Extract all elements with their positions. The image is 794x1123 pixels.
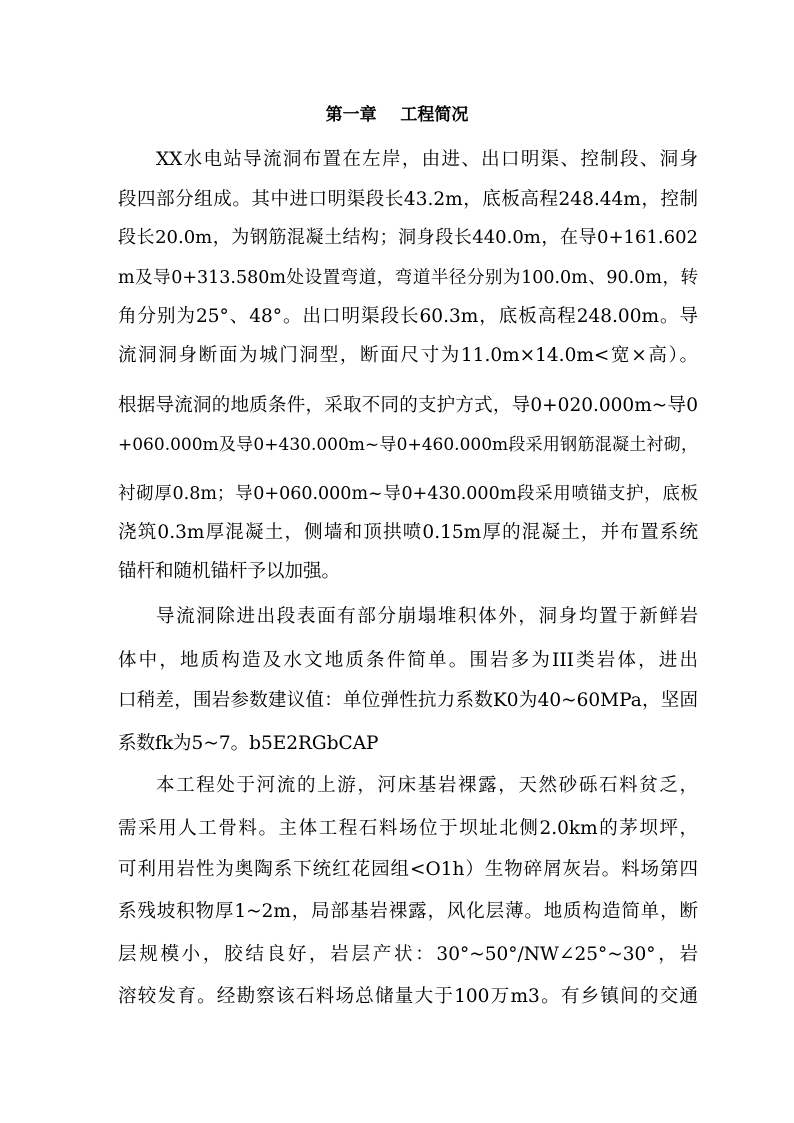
paragraph-line: 段四部分组成。其中进口明渠段长43.2m，底板高程248.44m，控制 [118,189,698,210]
paragraph-line: XX水电站导流洞布置在左岸，由进、出口明渠、控制段、洞身 [156,149,698,170]
paragraph-line: 本工程处于河流的上游，河床基岩裸露，天然砂砾石料贫乏， [156,775,698,796]
paragraph-line: 层规模小，胶结良好，岩层产状：30°~50°/NW∠25°~30°，岩 [118,944,698,965]
paragraph-line: 溶较发育。经勘察该石料场总储量大于100万m3。有乡镇间的交通 [118,986,698,1007]
paragraph-line: m及导0+313.580m处设置弯道，弯道半径分别为100.0m、90.0m，转 [118,268,698,288]
chapter-title: 第一章 工程简况 [325,105,469,125]
paragraph-line: 衬砌厚0.8m；导0+060.000m~导0+430.000m段采用喷锚支护，底板 [118,484,698,504]
paragraph-line: 根据导流洞的地质条件，采取不同的支护方式，导0+020.000m~导0 [118,395,698,416]
paragraph-line: 段长20.0m，为钢筋混凝土结构；洞身段长440.0m，在导0+161.602 [118,227,698,248]
paragraph-line: 可利用岩性为奥陶系下统红花园组<O1h）生物碎屑灰岩。料场第四 [118,859,698,880]
paragraph-line: 角分别为25°、48°。出口明渠段长60.3m，底板高程248.00m。导 [118,306,698,327]
paragraph-line: 需采用人工骨料。主体工程石料场位于坝址北侧2.0km的茅坝坪， [118,818,698,839]
paragraph-line: 导流洞除进出段表面有部分崩塌堆积体外，洞身均置于新鲜岩 [156,606,698,627]
paragraph-line: 流洞洞身断面为城门洞型，断面尺寸为11.0m×14.0m<宽×高）。 [118,345,698,366]
paragraph-line: 口稍差，围岩参数建议值：单位弹性抗力系数K0为40~60MPa，坚固 [118,690,698,711]
paragraph-line: +060.000m及导0+430.000m~导0+460.000m段采用钢筋混凝土衬砌， [118,435,698,455]
paragraph-line: 锚杆和随机锚杆予以加强。 [118,561,341,582]
paragraph-line: 体中，地质构造及水文地质条件简单。围岩多为III类岩体，进出 [118,650,698,671]
paragraph-line: 系残坡积物厚1~2m，局部基岩裸露，风化层薄。地质构造简单，断 [118,901,698,922]
paragraph-line: 系数fk为5~7。b5E2RGbCAP [118,733,379,754]
paragraph-line: 浇筑0.3m厚混凝土，侧墙和顶拱喷0.15m厚的混凝土，并布置系统 [118,522,698,543]
